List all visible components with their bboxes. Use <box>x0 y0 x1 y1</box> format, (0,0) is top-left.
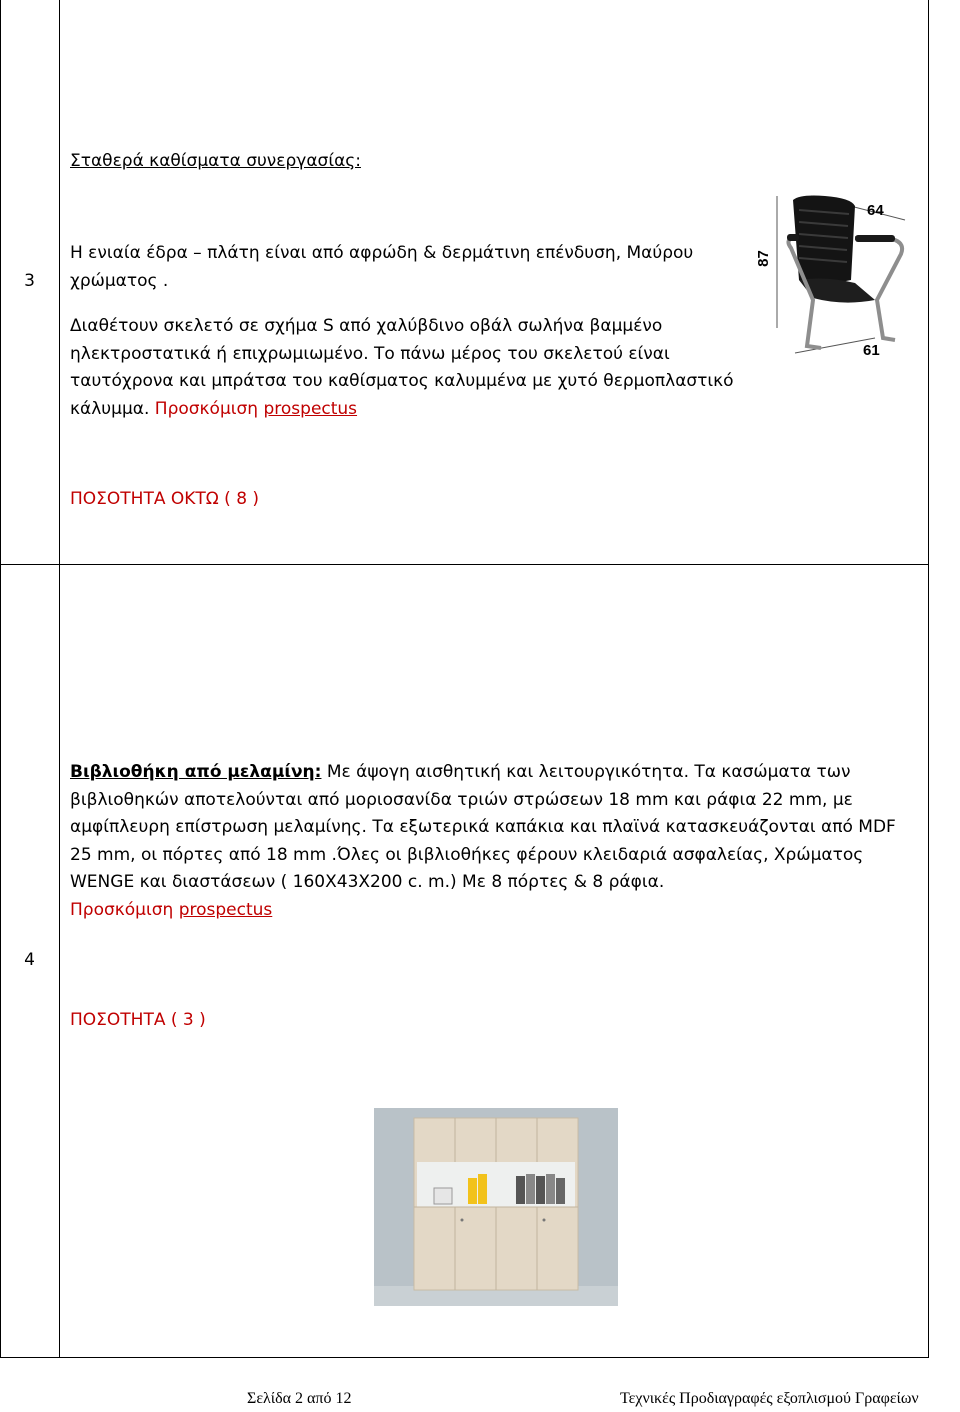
table-column-divider <box>59 0 60 1358</box>
chair-drawing <box>755 188 925 373</box>
row-number-4: 4 <box>24 950 35 970</box>
row4-delivery <box>70 897 272 925</box>
footer-document-title: Τεχνικές Προδιαγραφές εξοπλισμού Γραφείων <box>620 1390 919 1407</box>
chair-width-label: 64 <box>867 202 884 219</box>
row3-quantity: ΠΟΣΟΤΗΤΑ ΟΚΤΩ ( 8 ) <box>70 489 260 509</box>
row3-heading: Σταθερά καθίσματα συνεργασίας: <box>70 151 361 171</box>
row3-paragraph-2-text: Διαθέτουν σκελετό σε σχήμα S από χαλύβδινο οβάλ σωλήνα βαμμένο ηλεκτροστατικά ή επιχρωμιωμένο. Το πάνω μέρος του σκελετού είναι ταυτόχρονα και μπράτσα του καθίσματος καλυμμένα με χυτό θερμοπλαστικό κάλυμμα. <box>70 316 734 419</box>
row3-prospectus-link[interactable]: prospectus <box>263 398 358 419</box>
row4-delivery-label: Προσκόμιση <box>70 900 174 920</box>
table-row-divider <box>0 564 929 565</box>
chair-height-label: 87 <box>754 250 772 267</box>
row4-description-text: Με άψογη αισθητική και λειτουργικότητα. Τα κασώματα των βιβλιοθηκών αποτελούνται από μοριοσανίδα τριών στρώσεων 18 mm και ράφια 22 mm, με αμφίπλευρη επίστρωση μελαμίνης. Τα εξωτερικά καπάκια και πλαϊνά κατασκευάζονται από MDF 25 mm, οι πόρτες από 18 mm .Όλες οι βιβλιοθήκες φέρουν κλειδαριά ασφαλείας, Χρώματος WENGE και διαστάσεων ( 160X43X200 c. m.) Με 8 πόρτες & 8 ράφια. <box>70 762 896 892</box>
bookcase-drawing <box>374 1108 618 1306</box>
row3-paragraph-2 <box>70 313 750 423</box>
chair-image <box>755 188 925 373</box>
row-number-3: 3 <box>24 271 35 291</box>
row3-paragraph-1: Η ενιαία έδρα – πλάτη είναι από αφρώδη & δερμάτινη επένδυση, Μαύρου χρώματος . <box>70 243 694 291</box>
row4-description <box>70 759 915 897</box>
row4-heading: Βιβλιοθήκη από μελαμίνη: <box>70 762 322 782</box>
row4-quantity: ΠΟΣΟΤΗΤΑ ( 3 ) <box>70 1010 206 1030</box>
chair-depth-label: 61 <box>863 342 880 359</box>
bookcase-image <box>374 1108 618 1306</box>
row4-prospectus-link[interactable]: prospectus <box>178 900 273 920</box>
footer-page-number: Σελίδα 2 από 12 <box>247 1390 352 1407</box>
row3-delivery-label: Προσκόμιση <box>154 398 259 419</box>
